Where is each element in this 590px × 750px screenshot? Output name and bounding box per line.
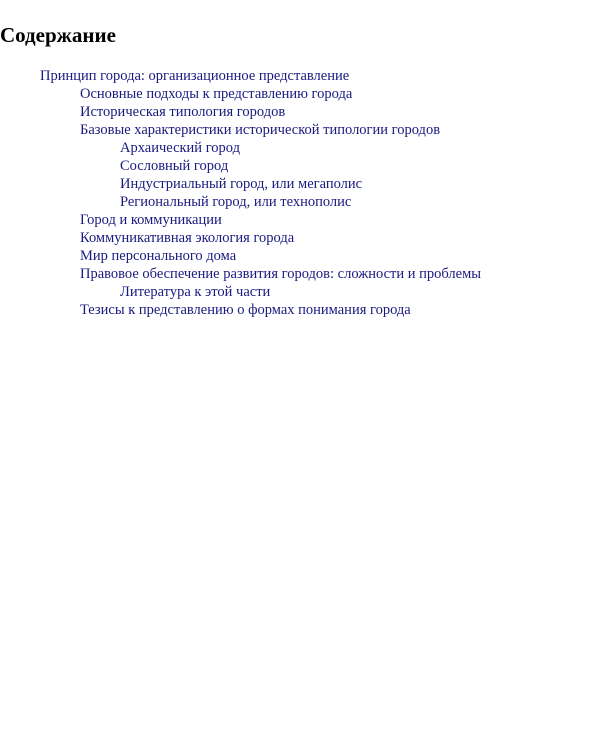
toc-link[interactable]: Коммуникативная экология города — [80, 230, 295, 246]
toc-link[interactable]: Архаический город — [120, 140, 240, 156]
toc-link[interactable]: Базовые характеристики исторической типологии городов — [80, 122, 441, 138]
toc-item — [0, 247, 590, 265]
toc-item — [0, 175, 590, 193]
toc-link[interactable]: Литература к этой части — [120, 284, 271, 300]
toc-item — [0, 121, 590, 139]
toc-link[interactable]: Правовое обеспечение развития городов: сложности и проблемы — [80, 266, 482, 282]
toc-link[interactable]: Индустриальный город, или мегаполис — [120, 176, 363, 192]
toc-link[interactable]: Мир персонального дома — [80, 248, 237, 264]
toc-item — [0, 85, 590, 103]
toc-link[interactable]: Сословный город — [120, 158, 229, 174]
toc-item — [0, 67, 590, 85]
page-title: Содержание — [0, 23, 116, 47]
toc-item — [0, 103, 590, 121]
toc-link[interactable]: Город и коммуникации — [80, 212, 222, 228]
toc-link[interactable]: Тезисы к представлению о формах понимания города — [80, 302, 411, 318]
toc-item — [0, 157, 590, 175]
toc-item — [0, 193, 590, 211]
toc-item — [0, 211, 590, 229]
toc-item — [0, 229, 590, 247]
toc-link[interactable]: Региональный город, или технополис — [120, 194, 352, 210]
toc-link[interactable]: Принцип города: организационное представление — [40, 68, 350, 84]
toc-link[interactable]: Историческая типология городов — [80, 104, 286, 120]
toc-item — [0, 139, 590, 157]
toc-item — [0, 265, 590, 283]
toc-link[interactable]: Основные подходы к представлению города — [80, 86, 353, 102]
toc-item — [0, 301, 590, 319]
table-of-contents — [0, 67, 590, 319]
toc-item — [0, 283, 590, 301]
